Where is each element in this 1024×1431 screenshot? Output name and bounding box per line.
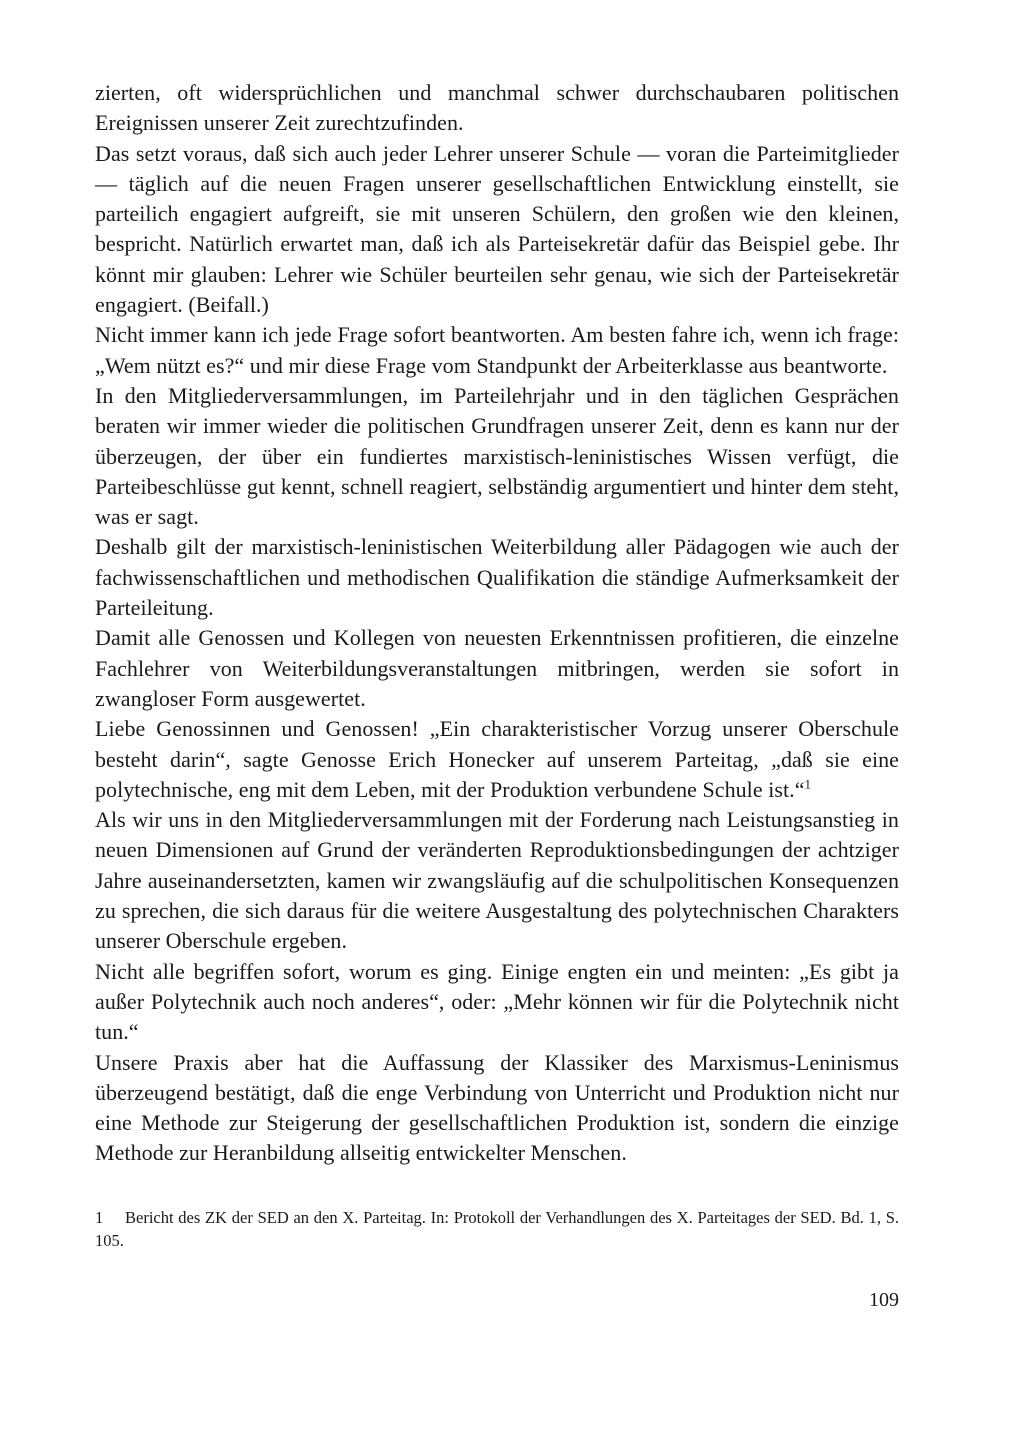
- footnote-number: 1: [95, 1208, 104, 1227]
- page-number: 109: [869, 1289, 899, 1311]
- paragraph: Als wir uns in den Mitgliederversammlungen mit der Forderung nach Leistungsanstieg in neuen Dimensionen auf Grund der veränderten Reproduktionsbedingungen der achtziger Jahre auseinandersetzten, kamen wir zwangsläufig auf die schulpolitischen Konsequenzen zu sprechen, die sich daraus für die weitere Ausgestaltung des polytechnischen Charakters unserer Oberschule ergeben.: [95, 807, 899, 954]
- paragraph: [95, 714, 899, 805]
- paragraph: Unsere Praxis aber hat die Auffassung der Klassiker des Marxismus-Leninismus überzeugend bestätigt, daß die enge Verbindung von Unterricht und Produktion nicht nur eine Methode zur Steigerung der gesellschaftlichen Produktion ist, sondern die einzige Methode zur Heranbildung allseitig entwickelter Menschen.: [95, 1049, 899, 1166]
- paragraph: Deshalb gilt der marxistisch-leninistischen Weiterbildung aller Pädagogen wie auch der fachwissenschaftlichen und methodischen Qualifikation die ständige Aufmerksamkeit der Parteileitung.: [95, 534, 899, 621]
- footnote-text: Bericht des ZK der SED an den X. Parteitag. In: Protokoll der Verhandlungen des X. Parteitages der SED. Bd. 1, S. 105.: [95, 1208, 899, 1250]
- paragraph-text: Das setzt voraus, daß sich auch jeder Lehrer unserer Schule — voran die Parteimitglieder — täglich auf die neuen Fragen unserer gesellschaftlichen Entwicklung einstellt, sie parteilich engagiert aufgreift, sie mit unseren Schülern, den großen wie den kleinen, bespricht. Natürlich erwartet man, daß ich als Parteisekretär dafür das Beispiel gebe. Ihr könnt mir glauben: Lehrer wie Schüler beurteilen sehr genau, wie sich der Parteisekretär engagiert. (Beifall.): [95, 140, 899, 318]
- paragraph: Nicht immer kann ich jede Frage sofort beantworten. Am besten fahre ich, wenn ich frage: „Wem nützt es?“ und mir diese Frage vom Standpunkt der Arbeiterklasse aus beantworte.: [95, 322, 899, 378]
- paragraph: Damit alle Genossen und Kollegen von neuesten Erkenntnissen profitieren, die einzelne Fachlehrer von Weiterbildungsveranstaltungen mitbringen, werden sie sofort in zwangloser Form ausgewertet.: [95, 625, 899, 711]
- paragraph: [95, 139, 899, 321]
- footnote-marker: 1: [804, 776, 812, 792]
- paragraph: Nicht alle begriffen sofort, worum es ging. Einige engten ein und meinten: „Es gibt ja außer Polytechnik auch noch anderes“, oder: „Mehr können wir für die Polytechnik nicht tun.“: [95, 958, 899, 1045]
- page-body: [95, 78, 899, 1169]
- paragraph: In den Mitgliederversammlungen, im Parteilehrjahr und in den täglichen Gesprächen beraten wir immer wieder die politischen Grundfragen unserer Zeit, denn es kann nur der überzeugen, der über ein fundiertes marxistisch-leninistisches Wissen verfügt, die Parteibeschlüsse gut kennt, schnell reagiert, selbständig argumentiert und hinter dem steht, was er sagt.: [95, 382, 899, 530]
- paragraph-text: Liebe Genossinnen und Genossen! „Ein charakteristischer Vorzug unserer Oberschule besteht darin“, sagte Genosse Erich Honecker auf unserem Parteitag, „daß sie eine polytechnische, eng mit dem Leben, mit der Produktion verbundene Schule ist.“: [95, 716, 899, 802]
- paragraph: zierten, oft widersprüchlichen und manchmal schwer durchschaubaren politischen Ereignissen unserer Zeit zurechtzufinden.: [95, 80, 899, 136]
- footnote: [95, 1206, 899, 1252]
